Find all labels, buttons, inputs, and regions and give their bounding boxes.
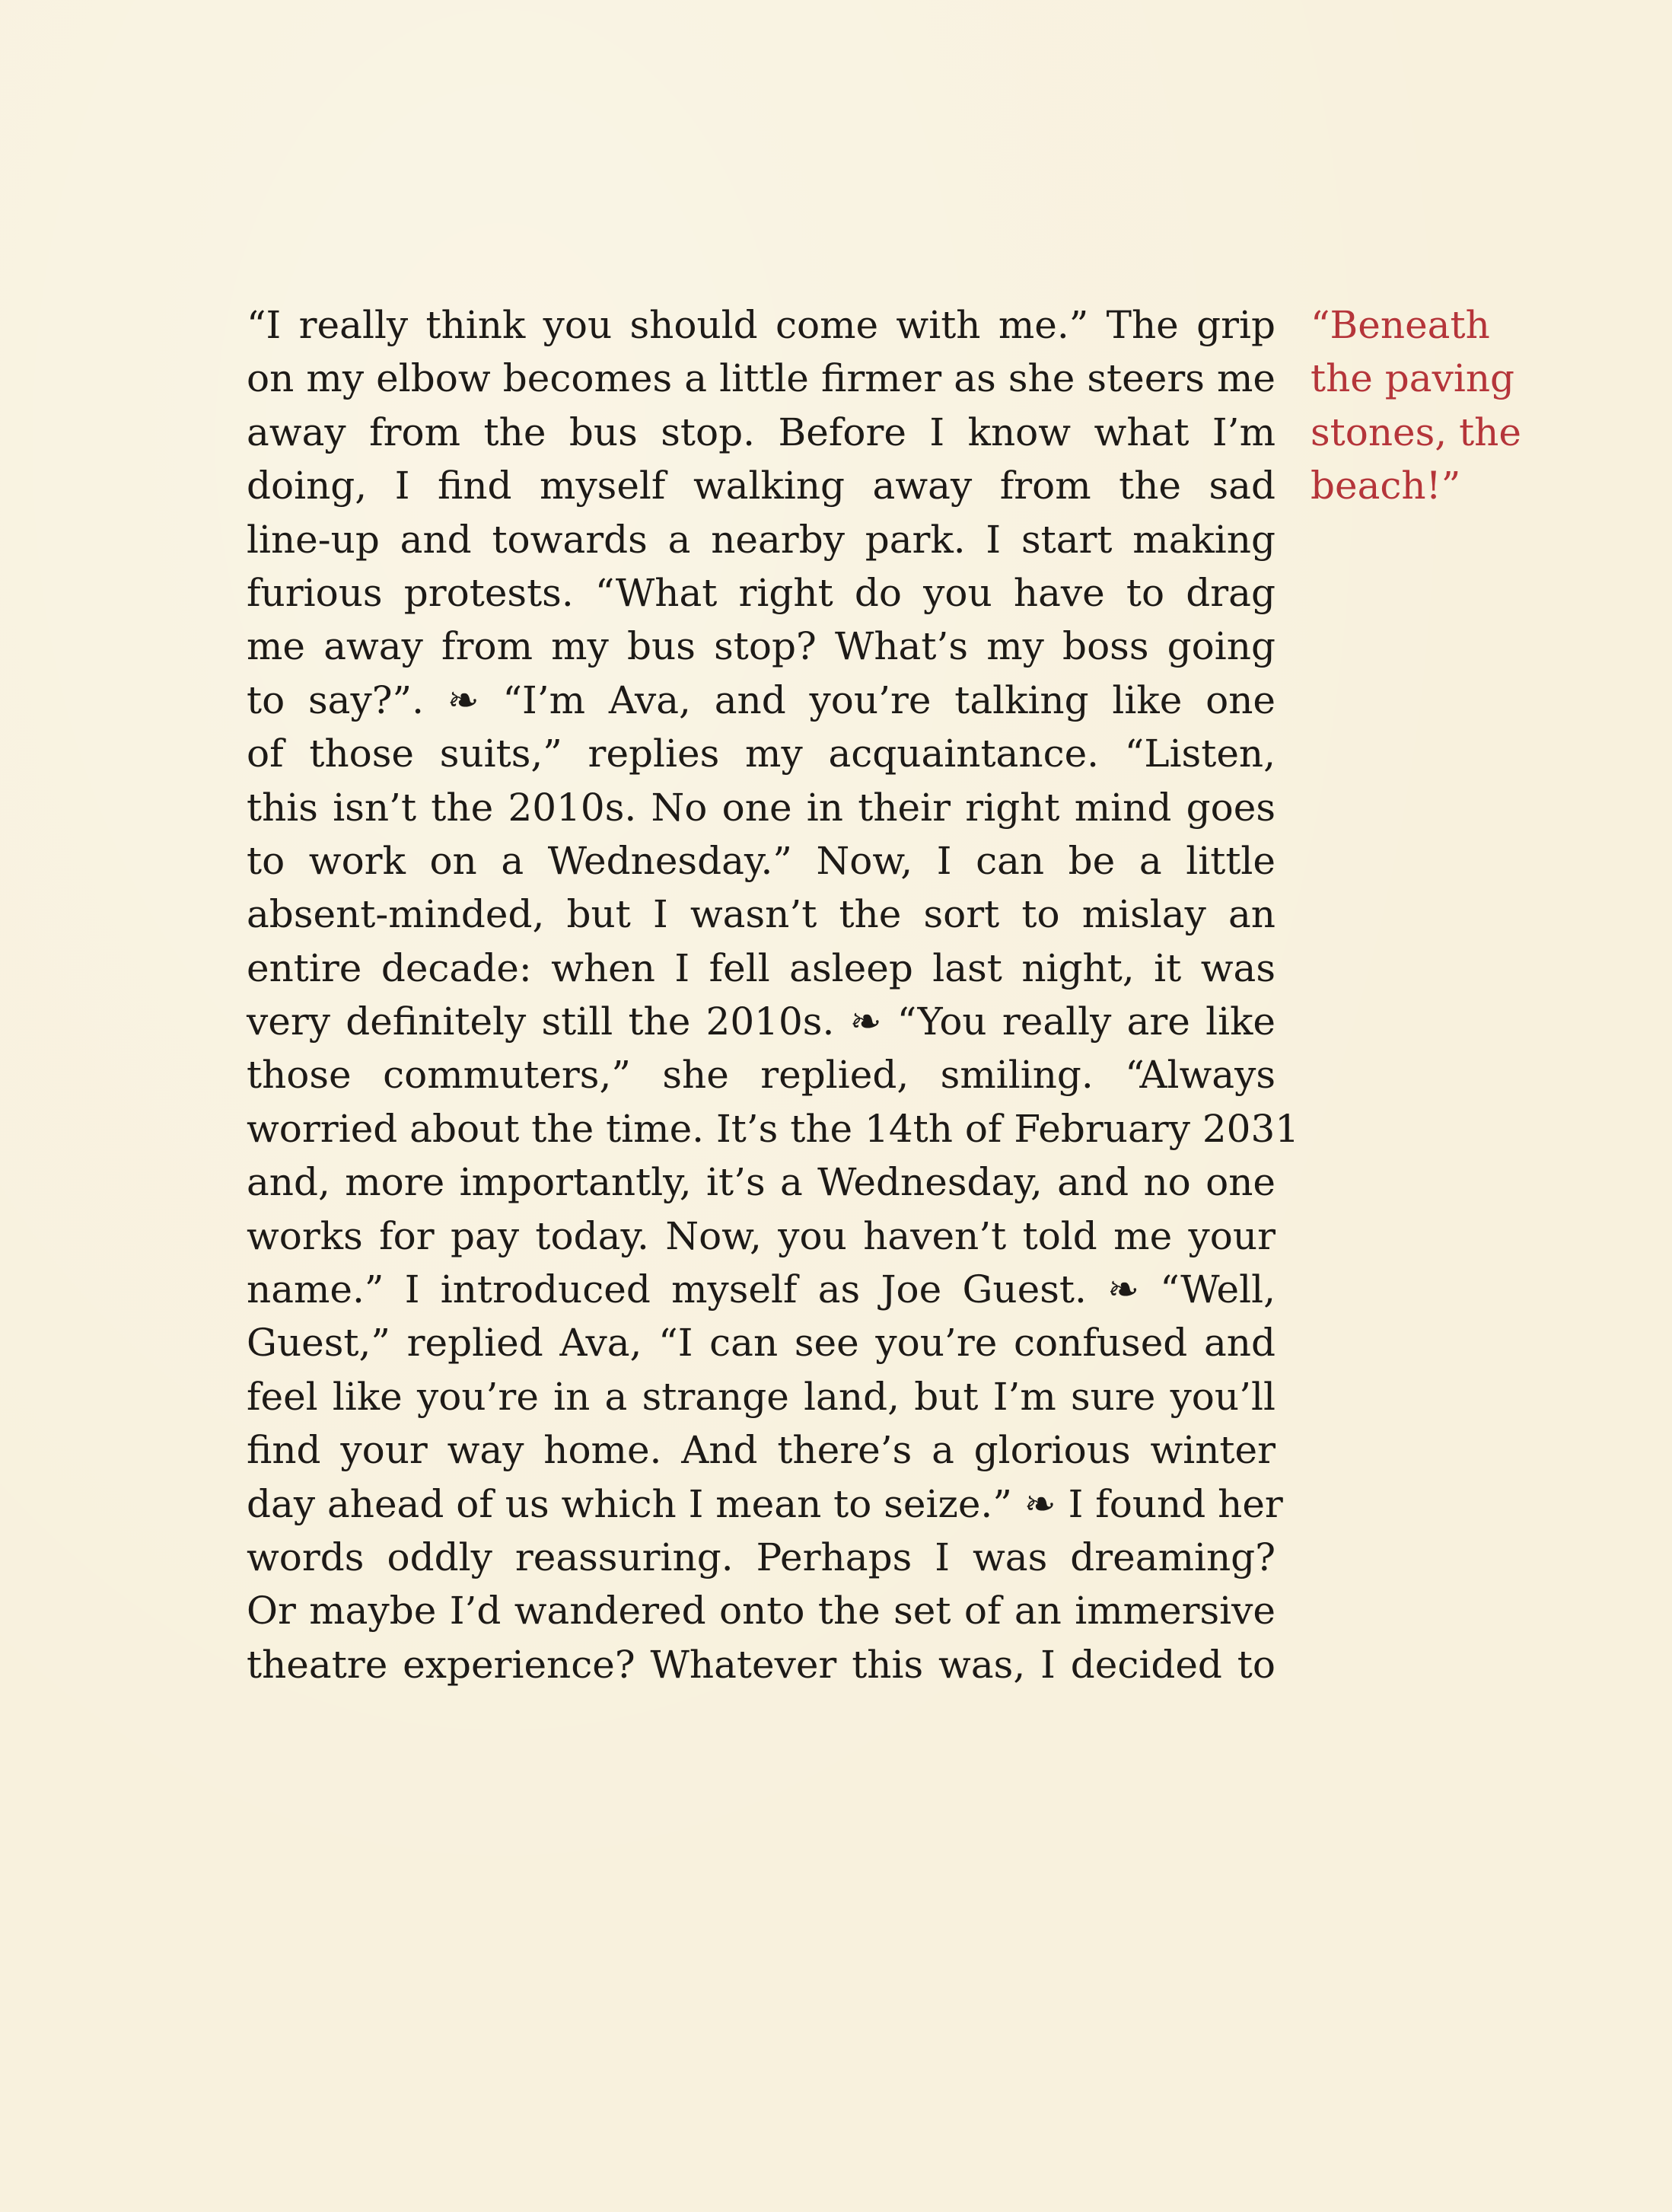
- body-line: me away from my bus stop? What’s my boss going: [247, 624, 1275, 669]
- body-line: away from the bus stop. Before I know what I’m: [247, 410, 1275, 454]
- body-line: Or maybe I’d wandered onto the set of an immersive: [247, 1589, 1275, 1634]
- body-line: furious protests. “What right do you have to drag: [247, 570, 1275, 615]
- body-line: find your way home. And there’s a glorious winter: [247, 1428, 1275, 1473]
- body-line: very definitely still the 2010s. ❧ “You really are like: [247, 999, 1275, 1044]
- body-line: absent-minded, but I wasn’t the sort to mislay an: [247, 892, 1275, 937]
- body-line: this isn’t the 2010s. No one in their right mind goes: [247, 785, 1275, 830]
- pull-quote-line: “Beneath: [1311, 303, 1490, 347]
- body-line: and, more importantly, it’s a Wednesday, and no one: [247, 1160, 1275, 1205]
- body-line: name.” I introduced myself as Joe Guest. ❧ “Well,: [247, 1267, 1275, 1312]
- body-line: doing, I find myself walking away from the sad: [247, 464, 1275, 508]
- body-line: to work on a Wednesday.” Now, I can be a little: [247, 838, 1275, 883]
- body-line: to say?”. ❧ “I’m Ava, and you’re talking like one: [247, 677, 1275, 722]
- pull-quote-line: the paving: [1311, 356, 1515, 401]
- body-line: worried about the time. It’s the 14th of February 2031: [247, 1106, 1300, 1151]
- pull-quote: [1311, 298, 1539, 513]
- pull-quote-line: beach!”: [1311, 464, 1461, 508]
- body-line: on my elbow becomes a little firmer as she steers me: [247, 356, 1275, 401]
- pull-quote-line: stones, the: [1311, 410, 1521, 454]
- body-line: words oddly reassuring. Perhaps I was dreaming?: [247, 1535, 1275, 1579]
- body-line: line-up and towards a nearby park. I start making: [247, 517, 1275, 562]
- body-line: Guest,” replied Ava, “I can see you’re confused and: [247, 1321, 1275, 1366]
- body-line: feel like you’re in a strange land, but I’m sure you’ll: [247, 1374, 1275, 1419]
- body-text: [247, 298, 1300, 1691]
- body-line: of those suits,” replies my acquaintance. “Listen,: [247, 731, 1275, 776]
- body-line: those commuters,” she replied, smiling. “Always: [247, 1053, 1275, 1098]
- body-line: works for pay today. Now, you haven’t told me your: [247, 1213, 1275, 1258]
- body-line: “I really think you should come with me.” The grip: [247, 303, 1275, 347]
- body-line: entire decade: when I fell asleep last night, it was: [247, 945, 1275, 990]
- body-line: day ahead of us which I mean to seize.” ❧ I found her: [247, 1481, 1283, 1526]
- body-line: theatre experience? Whatever this was, I decided to: [247, 1642, 1275, 1687]
